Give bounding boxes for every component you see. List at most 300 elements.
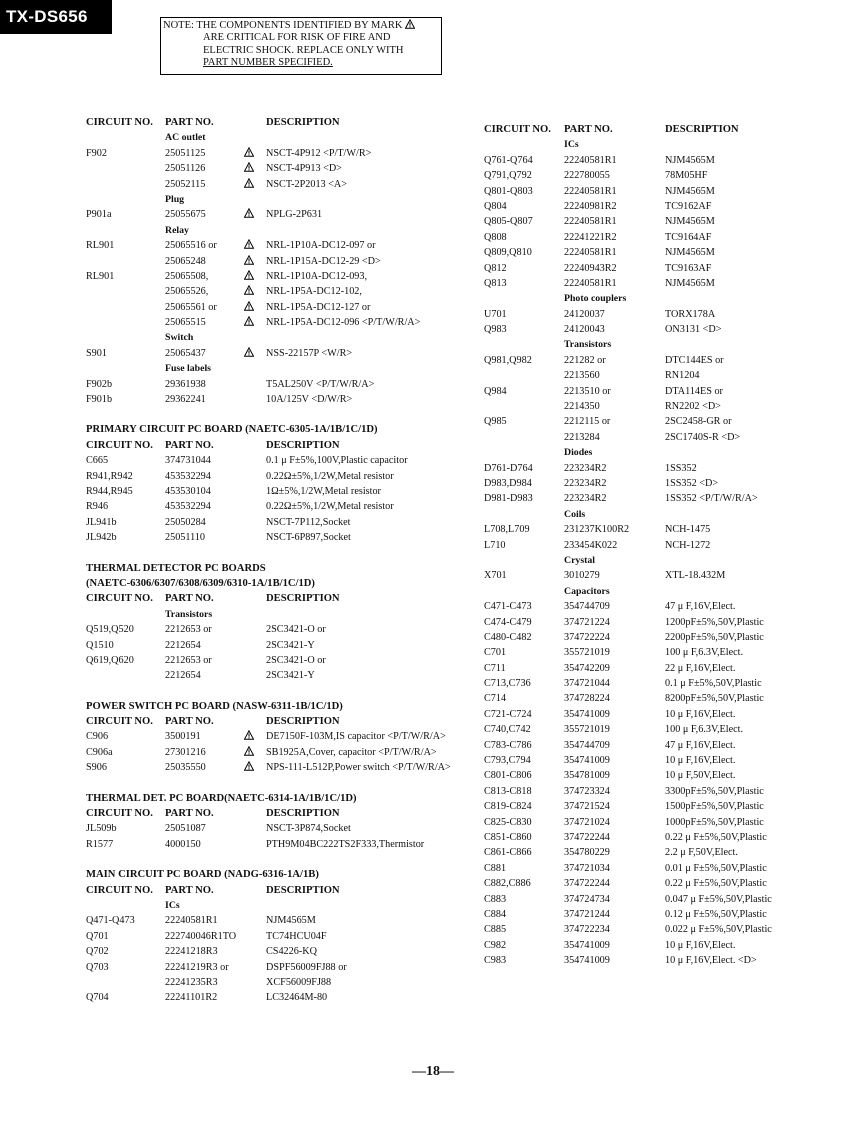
group-label [484,137,784,152]
circuit-no: Q985 [484,416,507,428]
part-no: 29361938 [165,378,206,390]
header-description: DESCRIPTION [266,593,340,605]
part-no: 22241219R3 or [165,961,229,973]
column-header-row [86,438,458,453]
spacer [86,407,458,422]
group-label-text: ICs [165,899,180,911]
description: XCF56009FJ88 [266,976,332,988]
circuit-no: S906 [86,762,107,774]
part-row [484,661,784,676]
part-row [86,668,458,683]
group-label [86,361,458,376]
description: 1200pF±5%,50V,Plastic [665,616,764,628]
part-no: 3010279 [564,570,600,582]
part-row [484,199,784,214]
part-row [86,821,458,836]
description: 2200pF±5%,50V,Plastic [665,631,764,643]
part-no: 2212654 [165,639,201,651]
description: DSPF56009FJ88 or [266,961,347,973]
part-no: 354741009 [564,708,610,720]
description: ON3131 <D> [665,324,722,336]
circuit-no: Q704 [86,992,109,1004]
part-row [86,929,458,944]
circuit-no: U701 [484,308,507,320]
part-row [484,676,784,691]
circuit-no: Q809,Q810 [484,247,532,259]
part-row [86,254,458,269]
description: 0.047 μ F±5%,50V,Plastic [665,893,772,905]
description: NSCT-4P913 <D> [266,163,342,175]
circuit-no: C885 [484,924,507,936]
part-no: 22240581R1 [564,247,617,259]
circuit-no: C906 [86,731,109,743]
part-row [86,638,458,653]
circuit-no: D981-D983 [484,493,533,505]
header-circuit-no: CIRCUIT NO. [86,439,153,451]
description: NSCT-7P112,Socket [266,516,351,528]
part-row [86,760,458,775]
part-no: 355721019 [564,724,610,736]
part-row [86,653,458,668]
part-row [484,261,784,276]
group-label [484,507,784,522]
circuit-no: Q983 [484,324,507,336]
part-row [86,975,458,990]
description: RN1204 [665,370,700,382]
description: NCH-1475 [665,524,711,536]
group-label [86,898,458,913]
description: DE7150F-103M,IS capacitor <P/T/W/R/A> [266,731,446,743]
circuit-no: C665 [86,455,109,467]
description: 2SC1740S-R <D> [665,431,741,443]
part-row [86,960,458,975]
part-no: 374722234 [564,924,610,936]
part-no: 221282 or [564,354,606,366]
part-no: 453530104 [165,485,211,497]
group-label-text: Crystal [564,554,596,566]
group-label [86,223,458,238]
group-label-text: Relay [165,224,189,236]
part-row [86,161,458,176]
part-no: 25051087 [165,823,206,835]
part-no: 4000150 [165,838,201,850]
warning-triangle-icon [244,745,254,760]
part-row [484,753,784,768]
description: 1Ω±5%,1/2W,Metal resistor [266,485,381,497]
part-row [484,538,784,553]
part-no: 2213510 or [564,385,611,397]
group-label-text: Capacitors [564,585,610,597]
part-no: 354742209 [564,662,610,674]
column-header-row [86,591,458,606]
circuit-no: Q808 [484,231,507,243]
description: 0.22 μ F±5%,50V,Plastic [665,831,767,843]
group-label [484,337,784,352]
description: 100 μ F,6.3V,Elect. [665,724,744,736]
header-part-no: PART NO. [165,117,214,128]
circuit-no: Q812 [484,262,507,274]
circuit-no: Q801-Q803 [484,185,533,197]
description: 0.022 μ F±5%,50V,Plastic [665,924,772,936]
part-row [86,453,458,468]
description: 1SS352 <D> [665,477,719,489]
part-no: 374731044 [165,455,211,467]
part-no: 24120043 [564,324,605,336]
part-no: 354781009 [564,770,610,782]
part-no: 29362241 [165,394,206,406]
part-no: 22241221R2 [564,231,617,243]
part-row [484,476,784,491]
part-no: 222780055 [564,170,610,182]
description: SB1925A,Cover, capacitor <P/T/W/R/A> [266,746,437,758]
part-row [484,353,784,368]
header-circuit-no: CIRCUIT NO. [86,884,153,896]
circuit-no: C881 [484,862,507,874]
header-part-no: PART NO. [165,808,214,820]
section-title: THERMAL DET. PC BOARD(NAETC-6314-1A/1B/1C/1D) [86,792,357,804]
description: NJM4565M [665,185,715,197]
description: NPLG-2P631 [266,209,323,221]
column-header-row [86,714,458,729]
circuit-no: Q761-Q764 [484,154,533,166]
circuit-no: C906a [86,746,113,758]
description: TC9164AF [665,231,712,243]
part-row [484,691,784,706]
part-row [86,377,458,392]
group-label-text: Switch [165,332,194,344]
description: NRL-1P5A-DC12-127 or [266,301,371,313]
warning-triangle-icon [244,207,254,222]
header-part-no: PART NO. [165,439,214,451]
circuit-no: C884 [484,908,507,920]
group-label [484,584,784,599]
circuit-no: C851-C860 [484,831,532,843]
header-description: DESCRIPTION [266,439,340,451]
part-no: 22240581R1 [564,185,617,197]
section-title: (NAETC-6306/6307/6308/6309/6310-1A/1B/1C/1D) [86,577,315,589]
circuit-no: D983,D984 [484,477,532,489]
description: 0.22 μ F±5%,50V,Plastic [665,878,767,890]
parts-list-left-column [86,115,458,1006]
part-row [484,845,784,860]
description: 10 μ F,50V,Elect. [665,770,736,782]
group-label-text: Coils [564,508,586,520]
part-row [484,830,784,845]
part-row [484,322,784,337]
part-row [86,177,458,192]
part-row [484,214,784,229]
part-no: 374722224 [564,631,610,643]
circuit-no: Q519,Q520 [86,624,134,636]
part-no: 374721024 [564,816,610,828]
description: TC9162AF [665,200,712,212]
warning-triangle-icon [244,146,254,161]
group-label-text: Diodes [564,447,593,459]
part-row [484,630,784,645]
circuit-no: D761-D764 [484,462,533,474]
description: TC74HCU04F [266,930,327,942]
description: XTL-18.432M [665,570,726,582]
part-no: 25065526, [165,286,209,298]
description: NPS-111-L512P,Power switch <P/T/W/R/A> [266,762,451,774]
description: 47 μ F,16V,Elect. [665,601,736,613]
part-no: 25051126 [165,163,206,175]
description: RN2202 <D> [665,401,721,413]
circuit-no: L710 [484,539,506,551]
part-row [484,938,784,953]
header-description: DESCRIPTION [665,124,739,135]
circuit-no: RL901 [86,270,115,282]
description: 0.01 μ F±5%,50V,Plastic [665,862,767,874]
part-row [484,276,784,291]
circuit-no: C474-C479 [484,616,532,628]
description: 2SC3421-O or [266,654,326,666]
description: 0.1 μ F±5%,50V,Plastic [665,678,762,690]
part-no: 2212654 [165,670,201,682]
description: NSCT-2P2013 <A> [266,178,348,190]
header-part-no: PART NO. [165,593,214,605]
group-label [86,192,458,207]
description: NSCT-4P912 <P/T/W/R> [266,147,372,159]
warning-triangle-icon [244,315,254,330]
part-no: 22240581R1 [165,915,218,927]
circuit-no: C825-C830 [484,816,532,828]
description: NSCT-3P874,Socket [266,823,351,835]
circuit-no: R1577 [86,838,114,850]
part-no: 2212115 or [564,416,611,428]
header-part-no: PART NO. [165,716,214,728]
description: NJM4565M [665,247,715,259]
part-no: 354741009 [564,755,610,767]
part-row [86,284,458,299]
part-no: 223234R2 [564,493,607,505]
part-no: 22240581R1 [564,277,617,289]
warning-triangle-icon [244,238,254,253]
header-description: DESCRIPTION [266,808,340,820]
description: 2.2 μ F,50V,Elect. [665,847,738,859]
group-label [484,445,784,460]
note-line-text: NOTE: THE COMPONENTS IDENTIFIED BY MARK [163,20,403,31]
description: 8200pF±5%,50V,Plastic [665,693,764,705]
part-no: 25051110 [165,532,205,544]
parts-list-right-column [484,122,784,968]
part-row [484,384,784,399]
circuit-no: R944,R945 [86,485,133,497]
circuit-no: Q813 [484,277,507,289]
part-no: 233454K022 [564,539,618,551]
circuit-no: C883 [484,893,507,905]
part-row [86,515,458,530]
part-no: 25065437 [165,347,206,359]
group-label-text: Plug [165,193,185,205]
circuit-no: C480-C482 [484,631,532,643]
note-line: PART NUMBER SPECIFIED. [203,56,333,68]
circuit-no: F902 [86,147,107,159]
description: T5AL250V <P/T/W/R/A> [266,378,375,390]
part-row [86,944,458,959]
circuit-no: Q804 [484,200,507,212]
circuit-no: C711 [484,662,506,674]
circuit-no: Q805-Q807 [484,216,533,228]
spacer [86,776,458,791]
description: 22 μ F,16V,Elect. [665,662,736,674]
circuit-no: JL509b [86,823,117,835]
part-no: 22240581R1 [564,216,617,228]
circuit-no: S901 [86,347,107,359]
part-row [484,368,784,383]
warning-triangle-icon [244,254,254,269]
circuit-no: RL901 [86,240,115,252]
circuit-no: C819-C824 [484,801,532,813]
part-row [484,461,784,476]
part-no: 2212653 or [165,654,212,666]
part-no: 374723324 [564,785,610,797]
circuit-no: Q702 [86,946,109,958]
part-no: 2213284 [564,431,600,443]
circuit-no: C701 [484,647,507,659]
circuit-no: C740,C742 [484,724,531,736]
part-no: 25055675 [165,209,206,221]
part-no: 374724734 [564,893,610,905]
description: 0.1 μ F±5%,100V,Plastic capacitor [266,455,408,467]
part-no: 22241235R3 [165,976,218,988]
description: TC9163AF [665,262,712,274]
part-row [484,230,784,245]
part-row [484,722,784,737]
part-row [484,168,784,183]
circuit-no: R946 [86,501,109,513]
part-no: 25050284 [165,516,206,528]
section-title: MAIN CIRCUIT PC BOARD (NADG-6316-1A/1B) [86,869,319,881]
part-row [484,491,784,506]
column-header-row [86,115,458,130]
part-no: 25065515 [165,317,206,329]
circuit-no: C471-C473 [484,601,532,613]
group-label-text: Transistors [564,339,612,351]
header-description: DESCRIPTION [266,117,340,128]
header-circuit-no: CIRCUIT NO. [484,124,551,135]
part-row [86,729,458,744]
part-no: 374721244 [564,908,610,920]
warning-triangle-icon [244,269,254,284]
part-row [86,484,458,499]
group-label [86,130,458,145]
group-label-text: ICs [564,139,579,151]
part-row [86,837,458,852]
group-label-text: Fuse labels [165,363,211,375]
circuit-no: X701 [484,570,507,582]
part-row [484,568,784,583]
description: 0.12 μ F±5%,50V,Plastic [665,908,767,920]
part-row [484,399,784,414]
description: 10 μ F,16V,Elect. [665,939,736,951]
part-row [484,738,784,753]
circuit-no: F901b [86,394,113,406]
part-row [484,907,784,922]
part-row [484,892,784,907]
section-title: PRIMARY CIRCUIT PC BOARD (NAETC-6305-1A/1B/1C/1D) [86,424,378,436]
description: 10A/125V <D/W/R> [266,394,353,406]
part-row [484,414,784,429]
part-no: 222740046R1TO [165,930,237,942]
header-circuit-no: CIRCUIT NO. [86,808,153,820]
part-no: 25065561 or [165,301,217,313]
description: 2SC2458-GR or [665,416,732,428]
description: 10 μ F,16V,Elect. [665,755,736,767]
circuit-no: C801-C806 [484,770,532,782]
circuit-no: JL941b [86,516,117,528]
part-row [86,530,458,545]
part-row [86,238,458,253]
part-row [484,953,784,968]
description: 0.22Ω±5%,1/2W,Metal resistor [266,470,394,482]
part-no: 27301216 [165,746,206,758]
part-row [86,207,458,222]
warning-triangle-icon [244,161,254,176]
circuit-no: F902b [86,378,113,390]
circuit-no: JL942b [86,532,117,544]
description: TORX178A [665,308,716,320]
group-label [86,330,458,345]
circuit-no: P901a [86,209,112,221]
part-row [86,346,458,361]
circuit-no: C793,C794 [484,755,531,767]
description: PTH9M04BC222TS2F333,Thermistor [266,838,425,850]
description: 1000pF±5%,50V,Plastic [665,816,764,828]
header-circuit-no: CIRCUIT NO. [86,117,153,128]
description: 10 μ F,16V,Elect. [665,708,736,720]
part-no: 25035550 [165,762,206,774]
spacer [86,852,458,867]
part-no: 453532294 [165,501,211,513]
description: CS4226-KQ [266,946,317,958]
part-row [484,307,784,322]
circuit-no: C982 [484,939,507,951]
part-row [484,430,784,445]
circuit-no: Q703 [86,961,109,973]
description: 1SS352 [665,462,697,474]
description: 0.22Ω±5%,1/2W,Metal resistor [266,501,394,513]
header-part-no: PART NO. [165,884,214,896]
column-header-row [484,122,784,137]
part-no: 355721019 [564,647,610,659]
description: DTA114ES or [665,385,723,397]
part-no: 453532294 [165,470,211,482]
part-row [86,913,458,928]
circuit-no: C882,C886 [484,878,531,890]
description: NRL-1P15A-DC12-29 <D> [266,255,381,267]
description: NRL-1P5A-DC12-102, [266,286,362,298]
circuit-no: C861-C866 [484,847,532,859]
part-no: 2212653 or [165,624,212,636]
part-no: 223234R2 [564,462,607,474]
description: NRL-1P10A-DC12-093, [266,270,368,282]
part-no: 354780229 [564,847,610,859]
safety-note-box [160,17,442,75]
part-row [86,499,458,514]
part-row [484,922,784,937]
part-row [484,245,784,260]
circuit-no: C721-C724 [484,708,532,720]
group-label [484,291,784,306]
page-number: —18— [412,1064,454,1079]
description: NJM4565M [665,277,715,289]
description: NJM4565M [665,216,715,228]
part-no: 25065516 or [165,240,217,252]
description: 2SC3421-Y [266,639,315,651]
description: NCH-1272 [665,539,711,551]
part-no: 22241101R2 [165,992,218,1004]
